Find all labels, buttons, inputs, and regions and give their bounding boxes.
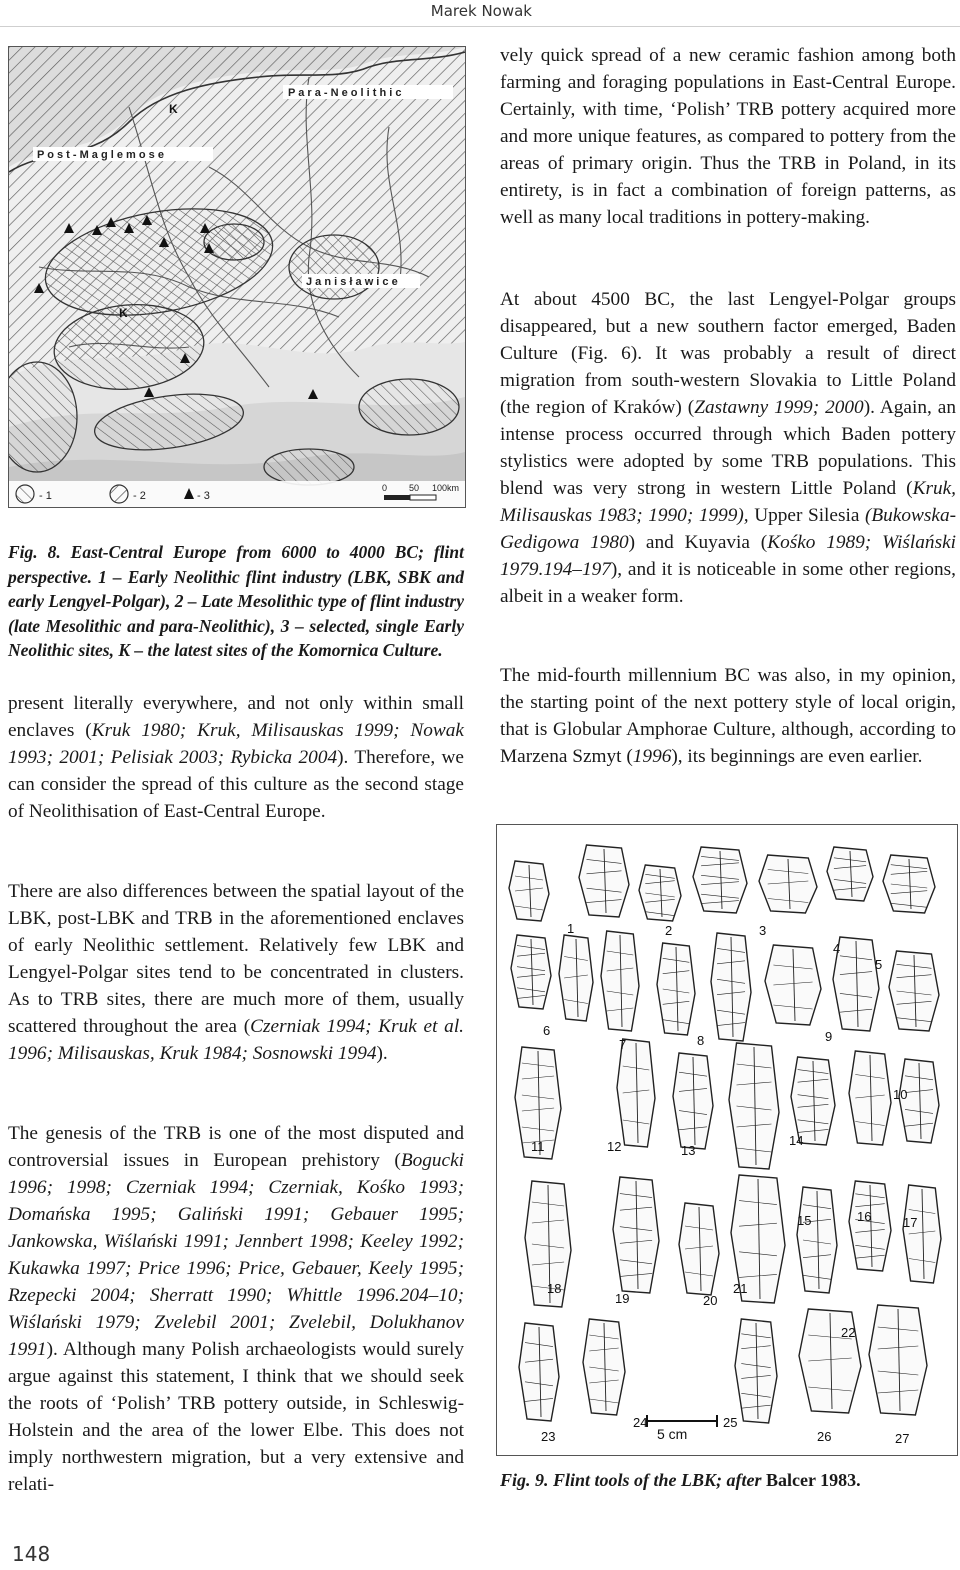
- tool-number-label: 13: [681, 1143, 696, 1158]
- flint-tool-outline: [797, 1187, 837, 1293]
- tool-number-label: 2: [665, 923, 673, 938]
- tool-number-label: 5: [875, 957, 883, 972]
- label-k-southwest: K: [119, 306, 128, 320]
- label-janislawice: J a n i s ł a w i c e: [306, 276, 398, 288]
- map-svg: [9, 47, 465, 507]
- flint-tool-outline: [735, 1319, 777, 1423]
- figure-9-caption: Fig. 9. Flint tools of the LBK; after Balcer 1983.: [500, 1470, 861, 1490]
- tool-number-label: 10: [893, 1087, 908, 1102]
- citation: Kośko 1989; Wiślański 1979.194–197: [500, 532, 956, 580]
- tool-number-label: 16: [857, 1209, 872, 1224]
- citation: (Bukowska-Gedigowa 1980: [500, 505, 957, 553]
- tool-number-label: 21: [733, 1281, 748, 1296]
- running-header-author: Marek Nowak: [430, 2, 532, 20]
- tool-number-label: 26: [817, 1429, 832, 1444]
- tool-number-label: 15: [797, 1213, 812, 1228]
- page-number: 148: [12, 1542, 51, 1566]
- scale-label: 5 cm: [657, 1426, 688, 1442]
- label-para-neolithic: P a r a - N e o l i t h i c: [288, 87, 402, 99]
- tool-number-label: 12: [607, 1139, 622, 1154]
- citation: Czerniak 1994; Kruk et al. 1996; Milisauskas, Kruk 1984; Sosnowski 1994: [8, 1016, 465, 1064]
- tool-number-label: 14: [789, 1133, 804, 1148]
- flint-tool-outline: [509, 861, 549, 921]
- citation: Kruk, Milisauskas 1983; 1990; 1999),: [500, 478, 956, 526]
- scale-bar: [384, 495, 410, 500]
- flint-tool-outline: [583, 1319, 625, 1415]
- right-paragraph-1: vely quick spread of a new ceramic fashion among both farming and foraging populations in East-Central Europe. Certainly, with time, ‘Polish’ TRB pottery acquired more and more unique features, as compared to pottery from the areas of primary origin. Thus the TRB in Poland, in its entirety, is in fact a combination of foreign patterns, as well as many local traditions in pottery-making.: [500, 45, 956, 228]
- tool-number-label: 20: [703, 1293, 718, 1308]
- figure-8-map: [8, 46, 466, 508]
- citation: Zastawny 1999; 2000: [694, 397, 864, 418]
- citation: Bogucki 1996; 1998; Czerniak 1994; Czerniak, Kośko 1993; Domańska 1995; Galiński 1991; Gebauer 1995; Jankowska, Wiślański 1991; Jennbert 1998; Keeley 1992; Kukawka 1997; Price 1996; Price, Gebauer, Keely 1995; Rzepecki 2004; Sherratt 1990; Whittle 1996.204–10; Wiślański 1979; Zvelebil 2001; Zvelebil, Dolukhanov 1991: [8, 1150, 464, 1360]
- flint-tool-outline: [729, 1043, 779, 1169]
- legend-2-symbol: [110, 485, 128, 503]
- tool-number-label: 4: [833, 941, 841, 956]
- tool-number-label: 9: [825, 1029, 833, 1044]
- flint-tool-outline: [849, 1181, 891, 1271]
- flint-tool-outline: [827, 847, 873, 901]
- flint-tool-outline: [579, 845, 629, 917]
- right-paragraph-2: At about 4500 BC, the last Lengyel-Polgar groups disappeared, but a new southern factor emerged, Baden Culture (Fig. 6). It was probably a result of direct migration from south-western Slovakia to Little Poland (the region of Kraków) (Zastawny 1999; 2000). Again, an intense process occurred through which Baden pottery stylistics were adopted by some TRB populations. This blend was very strong in western Little Poland (Kruk, Milisauskas 1983; 1990; 1999), Upper Silesia (Bukowska-Gedigowa 1980) and Kuyavia (Kośko 1989; Wiślański 1979.194–197), and it is noticeable in some other regions, albeit in a weaker form.: [500, 289, 957, 607]
- flint-tool-outline: [711, 933, 751, 1041]
- flint-tool-outline: [511, 935, 551, 1009]
- flint-tool-outline: [519, 1323, 559, 1421]
- tool-number-label: 8: [697, 1033, 705, 1048]
- scale-label-0: 0: [382, 483, 388, 493]
- tool-number-label: 17: [903, 1215, 918, 1230]
- header-divider: [0, 26, 960, 27]
- flint-tool-outline: [765, 945, 821, 1025]
- tool-number-label: 22: [841, 1325, 856, 1340]
- tool-number-label: 7: [619, 1037, 627, 1052]
- flint-tool-outline: [903, 1185, 941, 1283]
- tool-number-label: 11: [531, 1139, 545, 1154]
- legend-1-label: - 1: [39, 490, 52, 502]
- scale-label-100: 100km: [432, 483, 460, 493]
- flint-tool-outline: [679, 1203, 719, 1295]
- flint-tool-outline: [883, 855, 935, 913]
- scale-label-50: 50: [409, 483, 420, 493]
- flint-tool-outline: [639, 865, 681, 921]
- flint-tool-outline: [613, 1177, 659, 1293]
- tool-number-label: 6: [543, 1023, 551, 1038]
- tool-number-label: 1: [567, 921, 575, 936]
- left-paragraph-2: There are also differences between the spatial layout of the LBK, post-LBK and TRB in the aforementioned enclaves of early Neolithic settlement. Relatively few LBK and Lengyel-Polgar sites tend to be concentrated in clusters. As to TRB sites, there are much more of them, usually scattered throughout the area (Czerniak 1994; Kruk et al. 1996; Milisauskas, Kruk 1984; Sosnowski 1994).: [8, 881, 465, 1064]
- flint-tool-outline: [889, 951, 939, 1031]
- figure-9-flint-tools: [496, 824, 958, 1456]
- legend-2-label: - 2: [133, 490, 146, 502]
- flint-tools-drawing: [497, 825, 957, 1455]
- flint-tool-outline: [759, 855, 817, 913]
- flint-tool-outline: [791, 1057, 835, 1145]
- tool-number-label: 18: [547, 1281, 562, 1296]
- flint-tool-outline: [657, 943, 695, 1035]
- map-legend: [9, 481, 465, 507]
- label-k-north: K: [169, 102, 178, 116]
- tool-number-label: 25: [723, 1415, 738, 1430]
- flint-tool-outline: [559, 935, 593, 1021]
- citation: Kruk 1980; Kruk, Milisauskas 1999; Nowak 1993; 2001; Pelisiak 2003; Rybicka 2004: [8, 720, 464, 768]
- flint-tool-outline: [617, 1039, 655, 1147]
- tool-number-label: 24: [633, 1415, 648, 1430]
- tool-number-label: 3: [759, 923, 767, 938]
- tool-number-label: 23: [541, 1429, 556, 1444]
- left-paragraph-3: The genesis of the TRB is one of the most disputed and controversial issues in European prehistory (Bogucki 1996; 1998; Czerniak 1994; Czerniak, Kośko 1993; Domańska 1995; Galiński 1991; Gebauer 1995; Jankowska, Wiślański 1991; Jennbert 1998; Keeley 1992; Kukawka 1997; Price 1996; Price, Gebauer, Keely 1995; Rzepecki 2004; Sherratt 1990; Whittle 1996.204–10; Wiślański 1979; Zvelebil 2001; Zvelebil, Dolukhanov 1991). Although many Polish archaeologists would surely argue against this statement, I think that we should seek the roots of ‘Polish’ TRB pottery outside, in Schleswig-Holstein and the area of the lower Elbe. This does not imply northwestern migration, but a very extensive and relati-: [8, 1123, 464, 1495]
- citation: 1996: [632, 746, 672, 767]
- flint-tool-outline: [849, 1051, 891, 1145]
- flint-tool-outline: [869, 1305, 927, 1415]
- tool-number-label: 19: [615, 1291, 630, 1306]
- flint-tool-outline: [693, 847, 747, 913]
- legend-3-label: - 3: [197, 490, 210, 502]
- flint-tool-outline: [673, 1053, 713, 1149]
- scale-bar-5cm: [647, 1415, 717, 1442]
- tool-number-label: 27: [895, 1431, 910, 1446]
- left-paragraph-1: present literally everywhere, and not only within small enclaves (Kruk 1980; Kruk, Milisauskas 1999; Nowak 1993; 2001; Pelisiak 2003; Rybicka 2004). Therefore, we can consider the spread of this culture as the second stage of Neolithisation of East-Central Europe.: [8, 693, 464, 822]
- flint-tool-outline: [601, 931, 639, 1031]
- legend-1-symbol: [16, 485, 34, 503]
- label-post-maglemose: P o s t - M a g l e m o s e: [37, 149, 164, 161]
- right-paragraph-3: The mid-fourth millennium BC was also, in my opinion, the starting point of the next pottery style of local origin, that is Globular Amphorae Culture, although, according to Marzena Szmyt (1996), its beginnings are even earlier.: [500, 665, 956, 767]
- figure-8-caption: Fig. 8. East-Central Europe from 6000 to 4000 BC; flint perspective. 1 – Early Neolithic flint industry (LBK, SBK and early Lengyel-Polgar), 2 – Late Mesolithic type of flint industry (late Mesolithic and para-Neolithic), 3 – selected, single Early Neolithic sites, K – the latest sites of the Komornica Culture.: [8, 542, 464, 660]
